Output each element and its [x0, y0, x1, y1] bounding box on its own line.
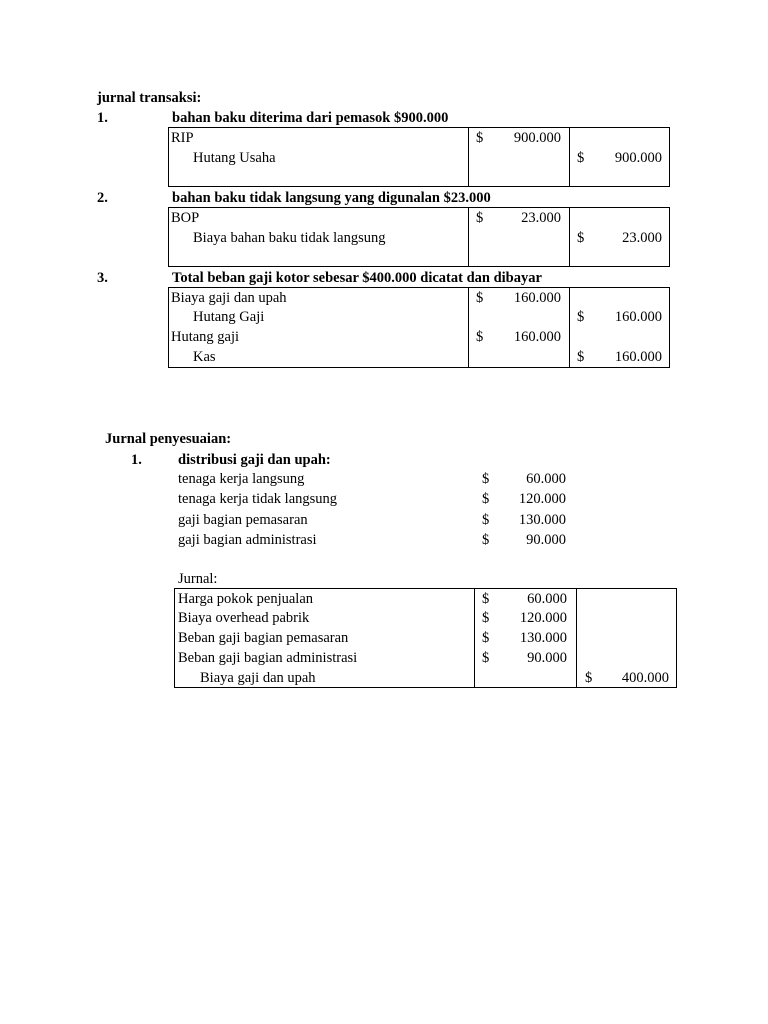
distribution-currency: $ [482, 532, 490, 548]
debit-amount: 160.000 [513, 290, 561, 306]
debit-currency: $ [476, 130, 484, 146]
credit-amount: 23.000 [622, 230, 662, 246]
distribution-currency: $ [482, 512, 490, 528]
distribution-currency: $ [482, 491, 490, 507]
credit-currency: $ [585, 670, 593, 686]
debit-amount: 160.000 [513, 329, 561, 345]
credit-amount: 160.000 [614, 349, 662, 365]
table-row [175, 628, 676, 648]
account-name: Beban gaji bagian administrasi [178, 650, 358, 666]
debit-currency: $ [476, 329, 484, 345]
distribution-label: tenaga kerja langsung [178, 471, 305, 487]
table-row [169, 347, 669, 367]
journal-table [168, 287, 670, 368]
debit-amount: 60.000 [527, 591, 567, 607]
debit-amount: 120.000 [519, 610, 567, 626]
entry-description: bahan baku diterima dari pemasok $900.000 [172, 110, 449, 126]
account-name: Biaya bahan baku tidak langsung [193, 230, 386, 246]
credit-currency: $ [577, 309, 585, 325]
debit-amount: 90.000 [527, 650, 567, 666]
account-name: Beban gaji bagian pemasaran [178, 630, 349, 646]
distribution-label: gaji bagian administrasi [178, 532, 317, 548]
account-name: Hutang Usaha [193, 150, 276, 166]
distribution-value: 90.000 [526, 532, 566, 548]
account-name: BOP [171, 210, 200, 226]
journal-label: Jurnal: [178, 571, 218, 587]
distribution-label: tenaga kerja tidak langsung [178, 491, 338, 507]
distribution-value: 60.000 [526, 471, 566, 487]
table-row [175, 589, 676, 609]
journal-table [168, 207, 670, 267]
account-name: RIP [171, 130, 194, 146]
credit-amount: 900.000 [614, 150, 662, 166]
debit-currency: $ [476, 210, 484, 226]
section-title-jurnal-transaksi: jurnal transaksi: [97, 90, 202, 106]
table-row [169, 128, 669, 148]
credit-currency: $ [577, 230, 585, 246]
credit-currency: $ [577, 150, 585, 166]
account-name: Biaya gaji dan upah [200, 670, 316, 686]
account-name: Kas [193, 349, 216, 365]
account-name: Hutang Gaji [193, 309, 265, 325]
list-item [178, 489, 570, 509]
account-name: Biaya gaji dan upah [171, 290, 287, 306]
distribution-label: gaji bagian pemasaran [178, 512, 308, 528]
entry-number: 2. [97, 190, 108, 206]
table-row [169, 307, 669, 327]
list-item [178, 530, 570, 550]
journal-table [168, 127, 670, 187]
distribution-currency: $ [482, 471, 490, 487]
table-row [169, 327, 669, 347]
debit-currency: $ [482, 591, 490, 607]
distribution-value: 120.000 [518, 491, 566, 507]
entry-description: distribusi gaji dan upah: [178, 452, 331, 468]
distribution-value: 130.000 [518, 512, 566, 528]
debit-currency: $ [476, 290, 484, 306]
credit-amount: 400.000 [621, 670, 669, 686]
entry-description: bahan baku tidak langsung yang digunalan $23.000 [172, 190, 491, 206]
entry-number: 1. [131, 452, 142, 468]
credit-amount: 160.000 [614, 309, 662, 325]
table-row [169, 208, 669, 228]
journal-table [174, 588, 677, 688]
table-row [169, 228, 669, 248]
debit-amount: 130.000 [519, 630, 567, 646]
entry-number: 3. [97, 270, 108, 286]
account-name: Biaya overhead pabrik [178, 610, 310, 626]
account-name: Hutang gaji [171, 329, 240, 345]
debit-amount: 23.000 [521, 210, 561, 226]
section-title-jurnal-penyesuaian: Jurnal penyesuaian: [105, 431, 232, 447]
debit-currency: $ [482, 650, 490, 666]
entry-description: Total beban gaji kotor sebesar $400.000 dicatat dan dibayar [172, 270, 542, 286]
table-row [175, 648, 676, 668]
account-name: Harga pokok penjualan [178, 591, 314, 607]
debit-currency: $ [482, 610, 490, 626]
entry-number: 1. [97, 110, 108, 126]
list-item [178, 469, 570, 489]
table-row [175, 608, 676, 628]
credit-currency: $ [577, 349, 585, 365]
table-row [169, 288, 669, 308]
table-row [169, 148, 669, 168]
table-row [175, 668, 676, 688]
debit-currency: $ [482, 630, 490, 646]
debit-amount: 900.000 [513, 130, 561, 146]
list-item [178, 510, 570, 530]
